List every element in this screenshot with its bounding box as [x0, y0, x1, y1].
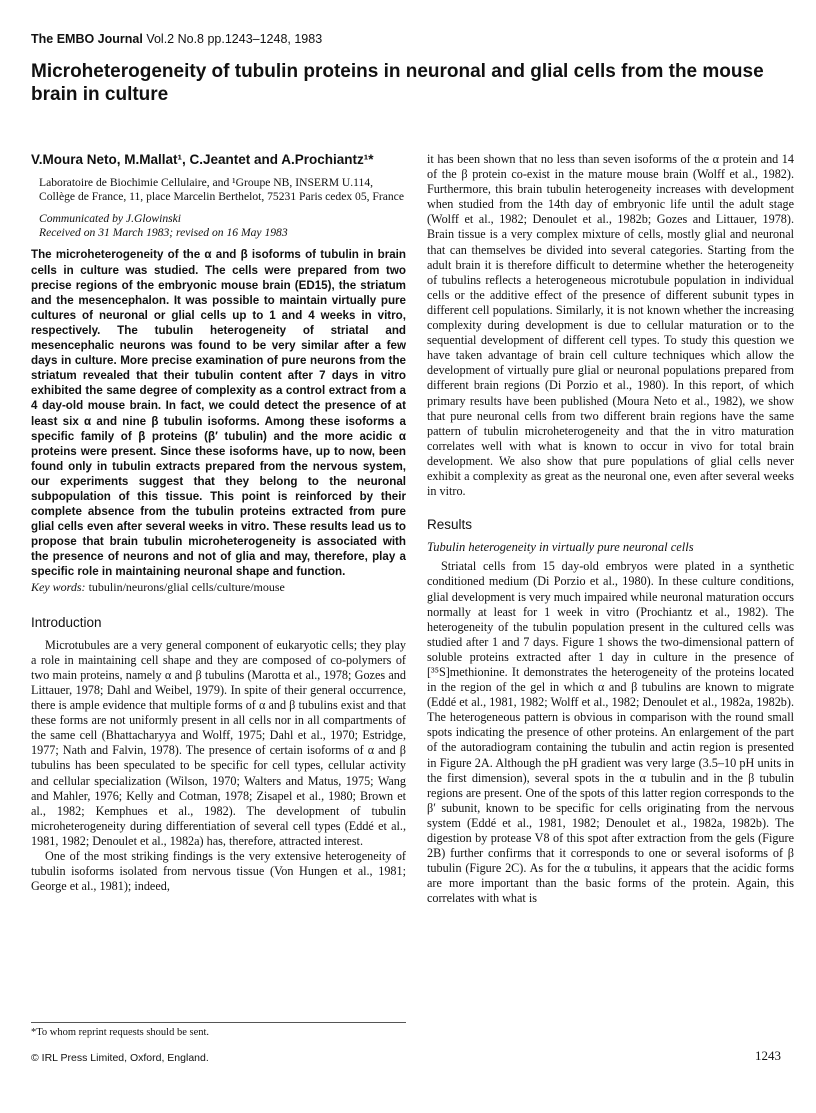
right-column: [427, 152, 794, 907]
results-heading: Results: [427, 517, 473, 533]
communicated-by: Communicated by J.Glowinski: [39, 212, 182, 226]
received-dates: Received on 31 March 1983; revised on 16 May 1983: [39, 225, 288, 239]
intro-paragraph-2: One of the most striking findings is the very extensive heterogeneity of tubulin isoforms isolated from nervous tissue (Von Hungen et al., 1981; George et al., 1981); indeed,: [31, 849, 406, 894]
intro-paragraph-1: Microtubules are a very general component of eukaryotic cells; they play a role in maintaining cell shape and they are composed of co-polymers of two main proteins, namely α and β tubulins (Marotta et al., 1978; Gozes and Littauer, 1978; Dahl and Weibel, 1979). In spite of their general occurrence, there is ample evidence that multiple forms of α and β tubulins exist and that these forms are not uniformly present in all cells nor in all compartments of the same cell (Bhattacharyya and Wolff, 1975; Dahl et al., 1970; Estridge, 1977; Nath and Falvin, 1978). The presence of certain isoforms of α and β tubulins has been speculated to be specific for cell types, cellular activity and cellular specialization (Wilson, 1970; Walters and Matus, 1975; Wang and Mahler, 1976; Kelly and Cotman, 1978; Zisapel et al., 1980; Brown et al., 1982; Kemphues et al., 1982). The development of tubulin microheterogeneity during differentiation of several cell types (Eddé et al., 1981, 1982; Denoulet et al., 1982a) has, therefore, attracted interest.: [31, 637, 406, 848]
page-number: 1243: [755, 1048, 781, 1063]
author-list: V.Moura Neto, M.Mallat¹, C.Jeantet and A.Prochiantz¹*: [31, 152, 374, 167]
journal-citation: Vol.2 No.8 pp.1243–1248, 1983: [146, 32, 323, 46]
keywords: [31, 580, 406, 595]
journal-name: The EMBO Journal: [31, 32, 143, 46]
results-subheading: Tubulin heterogeneity in virtually pure neuronal cells: [427, 540, 694, 555]
left-column: [31, 152, 406, 894]
introduction-heading: Introduction: [31, 614, 102, 630]
article-title: Microheterogeneity of tubulin proteins in neuronal and glial cells from the mouse brain in culture: [31, 61, 764, 105]
results-paragraph-1: Striatal cells from 15 day-old embryos were plated in a synthetic conditioned medium (Di Porzio et al., 1980). In these culture conditions, glial development is very much impaired while neuronal maturation occurs normally at least for 1 week in vitro (Prochiantz et al., 1982). The heterogeneity of the tubulin population present in the cultured cells was studied after 1 and 7 days. Figure 1 shows the two-dimensional pattern of soluble proteins extracted after 1 day in culture in the presence of [³⁵S]methionine. It demonstrates the heterogeneity of the proteins located in the region of the gel in which α and β tubulins are known to migrate (Eddé et al., 1981, 1982; Wolff et al., 1982; Denoulet et al., 1982a, 1982b). The heterogeneous pattern is obvious in comparison with the round small spots indicating the presence of other proteins. An enlargement of the part of the autoradiogram containing the tubulin and actin region is presented in Figure 2A. Although the pH gradient was very large (3.5–10 pH units in the first dimension), several spots in the α tubulin and in the β tubulin regions are present. One of the spots of this latter region corresponds to the β′ subunit, known to be specific for cells originating from the nervous system (Eddé et al., 1981, 1982; Denoulet et al., 1982a, 1982b). The digestion by protease V8 of this spot after extraction from the gels (Figure 2B) further confirms that it corresponds to one or several isoforms of β tubulin (Figure 2C). As for the α tubulins, it appears that the acidic forms are more important than the basic forms of the protein. Again, this correlates with what is: [427, 559, 794, 906]
abstract: The microheterogeneity of the α and β isoforms of tubulin in brain cells in culture was studied. The cells were prepared from two precise regions of the embryonic mouse brain (ED15), the striatum and the mesencephalon. It was possible to maintain virtually pure cultures of neuronal or glial cells up to 1 and 4 weeks in vitro, respectively. The tubulin heterogeneity of striatal and mesencephalic neurons was found to be very similar after a few days in culture. More precise examination of pure neurons from the striatum revealed that their tubulin content after 7 days in vitro exhibited the same degree of complexity as a control extract from a 4 day-old mouse brain. In fact, we could detect the presence of at least six α and nine β tubulin isoforms. Among these isoforms a specific family of β proteins (β′ tubulin) and the more acidic α proteins were present. Since these isoforms have, up to now, been found only in tubulin extracts prepared from the nervous system, our experiments suggest that they belong to the neuronal subpopulation of this tissue. This point is reinforced by their complete absence from the tubulin proteins extracted from pure glial cells even after several weeks in vitro. These results lead us to propose that brain tubulin microheterogeneity is associated with the presence of neurons and not of glia and may, therefore, play a specific role in maintaining neuronal shape and function.: [31, 248, 406, 579]
journal-header: [31, 32, 322, 46]
footnote: *To whom reprint requests should be sent.: [31, 1022, 406, 1038]
editorial-info: [39, 212, 406, 239]
copyright-notice: © IRL Press Limited, Oxford, England.: [31, 1052, 209, 1064]
keywords-label: Key words:: [31, 579, 86, 594]
affiliation: Laboratoire de Biochimie Cellulaire, and ¹Groupe NB, INSERM U.114, Collège de France, 11, place Marcelin Berthelot, 75231 Paris cedex 05, France: [39, 176, 404, 203]
intro-continued-paragraph: it has been shown that no less than seven isoforms of the α protein and 14 of the β protein co-exist in the mature mouse brain (Wolff et al., 1982). Furthermore, this brain tubulin heterogeneity increases with development when studied from the 14th day of embryonic life until the adult stage (Wolff et al., 1982; Denoulet et al., 1982b; Gozes and Littauer, 1978). Brain tissue is a very complex mixture of cells, mostly glial and neuronal that can themselves be divided into several categories. Starting from the adult brain it is therefore difficult to determine whether the heterogeneity of tubulins reflects a heterogeneous microtubule population in individual cells or the additive effect of the presence of different subunit types in different cell populations. Similarly, it is not known whether the increasing complexity during development is due to cellular maturation or to the sequential development of different cell types. To study this question we have taken advantage of brain cell culture techniques which allow the development of virtually pure glial or neuronal populations prepared from different brain regions (Di Porzio et al., 1980). In this report, of which primary results have been published (Moura Neto et al., 1982), we show that pure neuronal cells from two different brain regions have the same pattern of tubulin microheterogeneity and that the in vitro maturation correlates well with what is known to occur in vivo for total brain development. We also show that pure populations of glial cells never exhibit a complexity as great as the neuronal one, even after several weeks in vitro.: [427, 152, 794, 499]
keywords-list: tubulin/neurons/glial cells/culture/mouse: [88, 579, 285, 594]
